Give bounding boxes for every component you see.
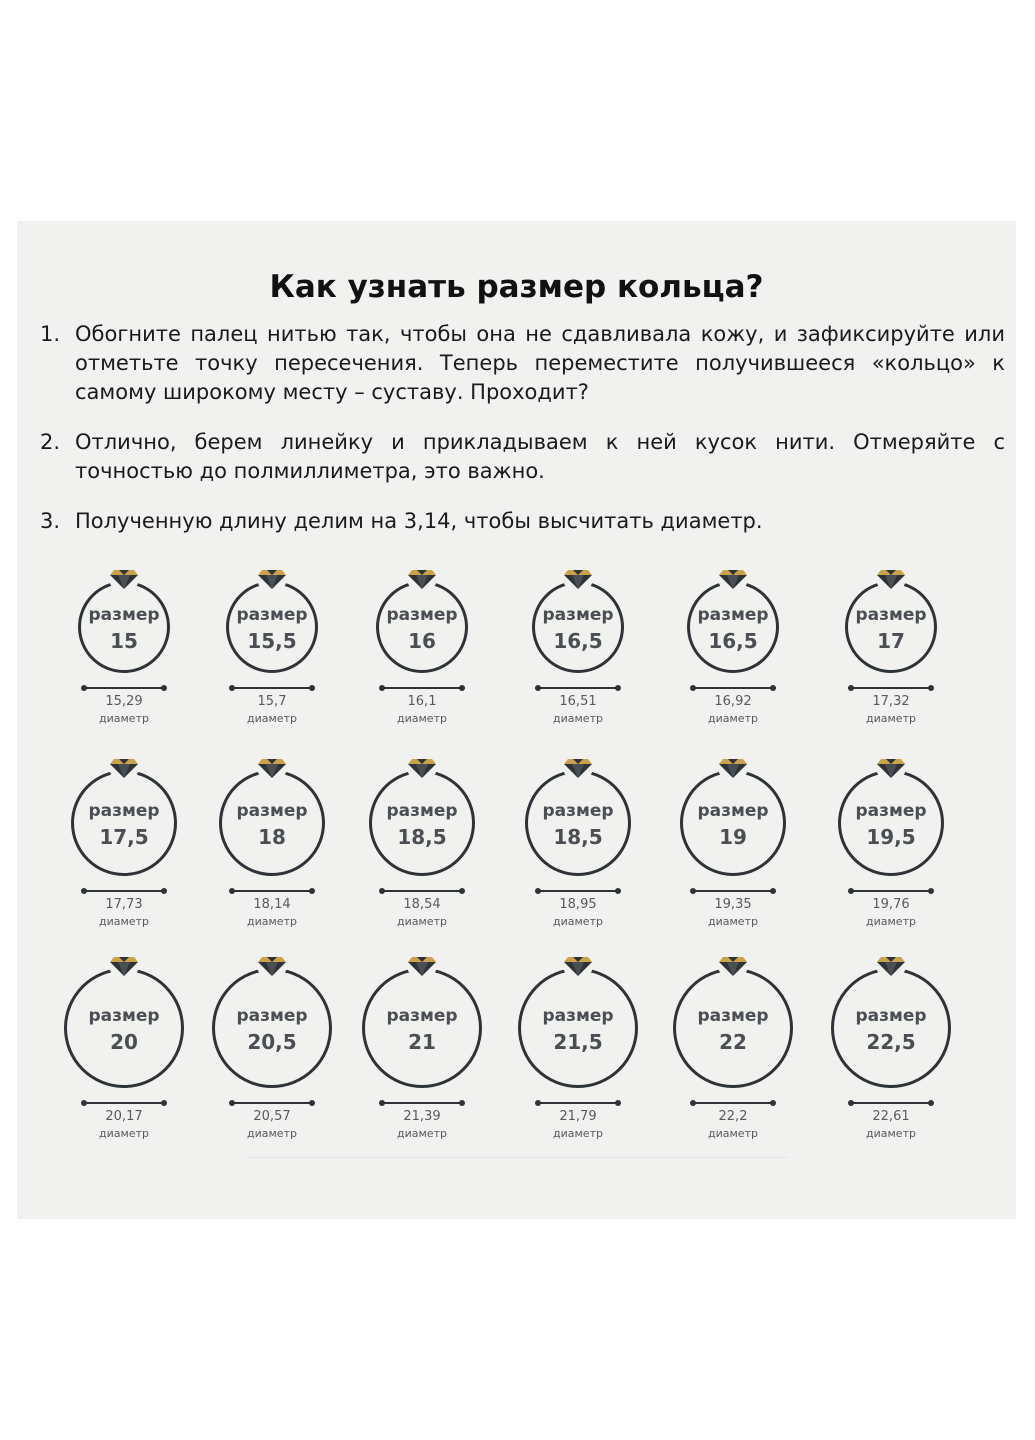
ring-circle <box>518 968 638 1088</box>
ring-size-value: 17 <box>877 629 905 653</box>
ring-circle <box>226 581 318 673</box>
ring-size-word: размер <box>855 1006 927 1026</box>
ring-size-value: 16 <box>408 629 436 653</box>
ring-size-item <box>503 740 653 940</box>
ring-size-word: размер <box>855 605 927 625</box>
diameter-ruler <box>84 687 164 689</box>
diameter-ruler <box>538 687 618 689</box>
ring-size-word: размер <box>236 801 308 821</box>
ring-size-item <box>49 740 199 940</box>
divider <box>247 1157 787 1158</box>
diameter-ruler <box>232 890 312 892</box>
diamond-icon <box>562 565 594 591</box>
diameter-value: 20,17 <box>105 1109 143 1124</box>
diameter-ruler <box>382 1102 462 1104</box>
diameter-label: диаметр <box>866 712 916 725</box>
diameter-label: диаметр <box>99 712 149 725</box>
ring-size-value: 22,5 <box>866 1030 916 1054</box>
diameter-ruler <box>382 687 462 689</box>
diamond-icon <box>562 952 594 978</box>
diameter-value: 15,29 <box>105 694 143 709</box>
diameter-value: 21,79 <box>559 1109 597 1124</box>
ring-size-value: 19 <box>719 825 747 849</box>
ring-size-word: размер <box>236 605 308 625</box>
step-number: 3. <box>40 509 61 533</box>
diameter-value: 18,14 <box>253 897 291 912</box>
ring-circle <box>71 770 177 876</box>
diameter-ruler <box>382 890 462 892</box>
ring-circle <box>831 968 951 1088</box>
ring-size-word: размер <box>88 801 160 821</box>
diameter-label: диаметр <box>247 915 297 928</box>
diameter-value: 22,2 <box>718 1109 748 1124</box>
ring-size-value: 17,5 <box>99 825 149 849</box>
ring-size-word: размер <box>542 1006 614 1026</box>
diameter-label: диаметр <box>553 1127 603 1140</box>
diameter-label: диаметр <box>247 712 297 725</box>
ring-size-item <box>503 938 653 1138</box>
diameter-label: диаметр <box>397 1127 447 1140</box>
ring-size-word: размер <box>386 605 458 625</box>
diamond-icon <box>875 952 907 978</box>
ring-circle <box>369 770 475 876</box>
ring-circle <box>78 581 170 673</box>
step-number: 1. <box>40 322 61 346</box>
ring-size-word: размер <box>386 1006 458 1026</box>
ring-size-item <box>347 938 497 1138</box>
diameter-ruler <box>851 890 931 892</box>
diamond-icon <box>875 754 907 780</box>
ring-size-word: размер <box>697 1006 769 1026</box>
ring-circle <box>680 770 786 876</box>
ring-circle <box>212 968 332 1088</box>
ring-size-word: размер <box>542 801 614 821</box>
diamond-icon <box>108 952 140 978</box>
diamond-icon <box>256 754 288 780</box>
diamond-icon <box>406 952 438 978</box>
ring-size-value: 16,5 <box>708 629 758 653</box>
diameter-ruler <box>693 890 773 892</box>
diameter-value: 19,35 <box>714 897 752 912</box>
ring-size-word: размер <box>88 605 160 625</box>
ring-circle <box>376 581 468 673</box>
ring-size-word: размер <box>855 801 927 821</box>
ring-size-item <box>816 938 966 1138</box>
step-text: Отлично, берем линейку и прикладываем к ней кусок нити. Отмеряйте с точностью до полмиллиметра, это важно. <box>75 430 1005 483</box>
ring-size-word: размер <box>697 801 769 821</box>
page-title: Как узнать размер кольца? <box>269 269 764 305</box>
diameter-label: диаметр <box>708 712 758 725</box>
diamond-icon <box>717 565 749 591</box>
ring-size-item <box>658 551 808 751</box>
ring-circle <box>687 581 779 673</box>
step-text: Обогните палец нитью так, чтобы она не сдавливала кожу, и зафиксируйте или отметьте точку пересечения. Теперь переместите получившееся «кольцо» к самому широкому месту – суставу. Проходит? <box>75 322 1005 404</box>
ring-circle <box>362 968 482 1088</box>
diameter-value: 17,32 <box>872 694 910 709</box>
diameter-ruler <box>851 687 931 689</box>
diamond-icon <box>562 754 594 780</box>
ring-size-word: размер <box>697 605 769 625</box>
diameter-value: 19,76 <box>872 897 910 912</box>
ring-size-item <box>347 740 497 940</box>
diameter-label: диаметр <box>708 1127 758 1140</box>
diamond-icon <box>406 565 438 591</box>
diameter-value: 16,92 <box>714 694 752 709</box>
ring-size-item <box>347 551 497 751</box>
ring-size-value: 15,5 <box>247 629 297 653</box>
ring-size-word: размер <box>386 801 458 821</box>
ring-size-panel <box>17 221 1016 1219</box>
diameter-label: диаметр <box>866 915 916 928</box>
diameter-value: 20,57 <box>253 1109 291 1124</box>
ring-size-grid <box>17 221 1016 1219</box>
diameter-label: диаметр <box>99 1127 149 1140</box>
ring-size-item <box>816 551 966 751</box>
ring-circle <box>845 581 937 673</box>
diameter-ruler <box>851 1102 931 1104</box>
diameter-ruler <box>232 1102 312 1104</box>
diamond-icon <box>108 754 140 780</box>
diamond-icon <box>717 952 749 978</box>
diameter-label: диаметр <box>247 1127 297 1140</box>
ring-size-item <box>49 551 199 751</box>
ring-size-value: 22 <box>719 1030 747 1054</box>
ring-size-value: 21,5 <box>553 1030 603 1054</box>
diamond-icon <box>256 952 288 978</box>
ring-circle <box>64 968 184 1088</box>
step-number: 2. <box>40 430 61 454</box>
diameter-value: 16,1 <box>407 694 437 709</box>
ring-size-item <box>197 740 347 940</box>
diameter-ruler <box>84 890 164 892</box>
ring-size-value: 18,5 <box>397 825 447 849</box>
diamond-icon <box>875 565 907 591</box>
ring-circle <box>525 770 631 876</box>
ring-circle <box>673 968 793 1088</box>
diameter-ruler <box>538 890 618 892</box>
ring-circle <box>838 770 944 876</box>
diameter-ruler <box>84 1102 164 1104</box>
diameter-label: диаметр <box>708 915 758 928</box>
diamond-icon <box>256 565 288 591</box>
ring-size-item <box>658 938 808 1138</box>
diameter-label: диаметр <box>553 915 603 928</box>
diamond-icon <box>108 565 140 591</box>
ring-size-value: 19,5 <box>866 825 916 849</box>
diameter-value: 22,61 <box>872 1109 910 1124</box>
diameter-ruler <box>693 687 773 689</box>
diamond-icon <box>717 754 749 780</box>
ring-size-item <box>197 551 347 751</box>
ring-size-value: 21 <box>408 1030 436 1054</box>
ring-size-item <box>49 938 199 1138</box>
ring-size-value: 20,5 <box>247 1030 297 1054</box>
diameter-value: 18,54 <box>403 897 441 912</box>
ring-size-word: размер <box>88 1006 160 1026</box>
diameter-label: диаметр <box>866 1127 916 1140</box>
ring-size-item <box>503 551 653 751</box>
ring-size-value: 18,5 <box>553 825 603 849</box>
ring-size-word: размер <box>542 605 614 625</box>
ring-circle <box>219 770 325 876</box>
diameter-label: диаметр <box>397 915 447 928</box>
ring-size-value: 20 <box>110 1030 138 1054</box>
diameter-value: 21,39 <box>403 1109 441 1124</box>
ring-size-value: 15 <box>110 629 138 653</box>
diameter-label: диаметр <box>397 712 447 725</box>
diameter-ruler <box>693 1102 773 1104</box>
ring-size-item <box>816 740 966 940</box>
ring-size-item <box>197 938 347 1138</box>
diameter-ruler <box>538 1102 618 1104</box>
diameter-label: диаметр <box>553 712 603 725</box>
diamond-icon <box>406 754 438 780</box>
diameter-value: 17,73 <box>105 897 143 912</box>
diameter-value: 16,51 <box>559 694 597 709</box>
diameter-ruler <box>232 687 312 689</box>
step-text: Полученную длину делим на 3,14, чтобы высчитать диаметр. <box>75 509 763 533</box>
diameter-label: диаметр <box>99 915 149 928</box>
ring-size-item <box>658 740 808 940</box>
ring-size-value: 18 <box>258 825 286 849</box>
ring-size-value: 16,5 <box>553 629 603 653</box>
ring-size-word: размер <box>236 1006 308 1026</box>
diameter-value: 18,95 <box>559 897 597 912</box>
diameter-value: 15,7 <box>257 694 287 709</box>
ring-circle <box>532 581 624 673</box>
